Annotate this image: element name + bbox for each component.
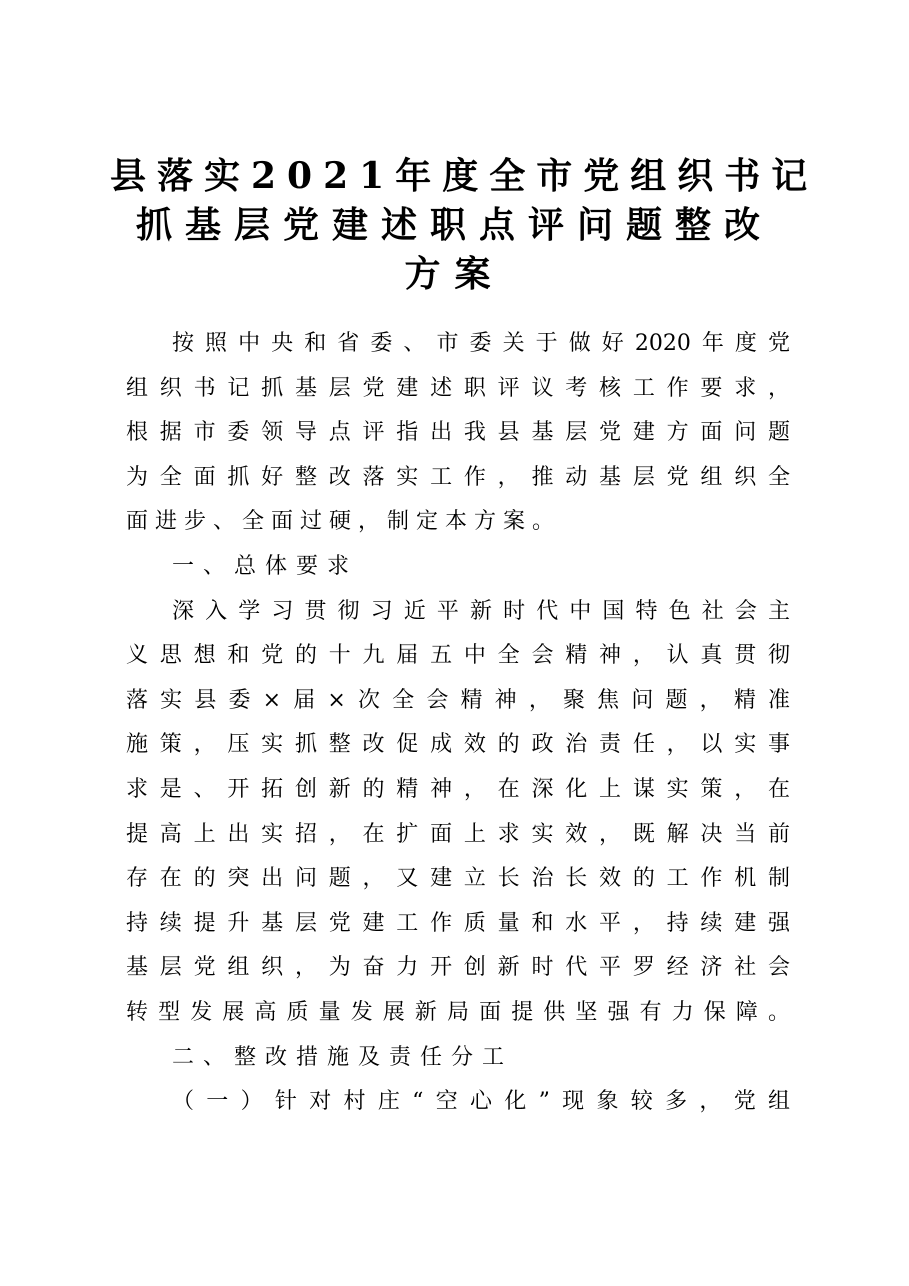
paragraph-measures-line-1: （一）针对村庄“空心化”现象较多，党组 [172, 1089, 790, 1115]
document-title [110, 152, 819, 299]
title-line-1: 县落实2021年度全市党组织书记 [110, 155, 819, 197]
paragraph-intro-line-4: 为全面抓好整改落实工作，推动基层党组织全 [126, 464, 790, 490]
document-body [126, 322, 790, 1125]
section-heading-2: 二、整改措施及责任分工 [172, 1044, 514, 1070]
title-line-2: 抓基层党建述职点评问题整改 [135, 204, 773, 246]
paragraph-requirements-line-7: 存在的突出问题，又建立长治长效的工作机制 [126, 866, 790, 892]
paragraph-requirements-line-1: 深入学习贯彻习近平新时代中国特色社会主 [172, 598, 790, 624]
paragraph-requirements-line-2: 义思想和党的十九届五中全会精神，认真贯彻 [126, 643, 790, 669]
paragraph-requirements-line-10: 转型发展高质量发展新局面提供坚强有力保障。 [126, 999, 790, 1025]
paragraph-requirements-line-8: 持续提升基层党建工作质量和水平，持续建强 [126, 910, 790, 936]
paragraph-requirements-line-3: 落实县委×届×次全会精神，聚焦问题，精准 [126, 687, 790, 713]
paragraph-intro-line-5: 面进步、全面过硬，制定本方案。 [126, 509, 562, 535]
paragraph-requirements-line-4: 施策，压实抓整改促成效的政治责任，以实事 [126, 732, 790, 758]
paragraph-requirements-line-6: 提高上出实招，在扩面上求实效，既解决当前 [126, 821, 790, 847]
paragraph-intro-line-2: 组织书记抓基层党建述职评议考核工作要求， [126, 375, 790, 401]
paragraph-intro-line-1: 按照中央和省委、市委关于做好2020年度党 [172, 331, 790, 356]
section-heading-1: 一、总体要求 [172, 553, 359, 579]
title-line-3: 方案 [404, 253, 505, 295]
paragraph-requirements-line-5: 求是、开拓创新的精神，在深化上谋实策，在 [126, 776, 790, 802]
paragraph-intro-line-3: 根据市委领导点评指出我县基层党建方面问题 [126, 420, 790, 446]
paragraph-requirements-line-9: 基层党组织，为奋力开创新时代平罗经济社会 [126, 955, 790, 981]
